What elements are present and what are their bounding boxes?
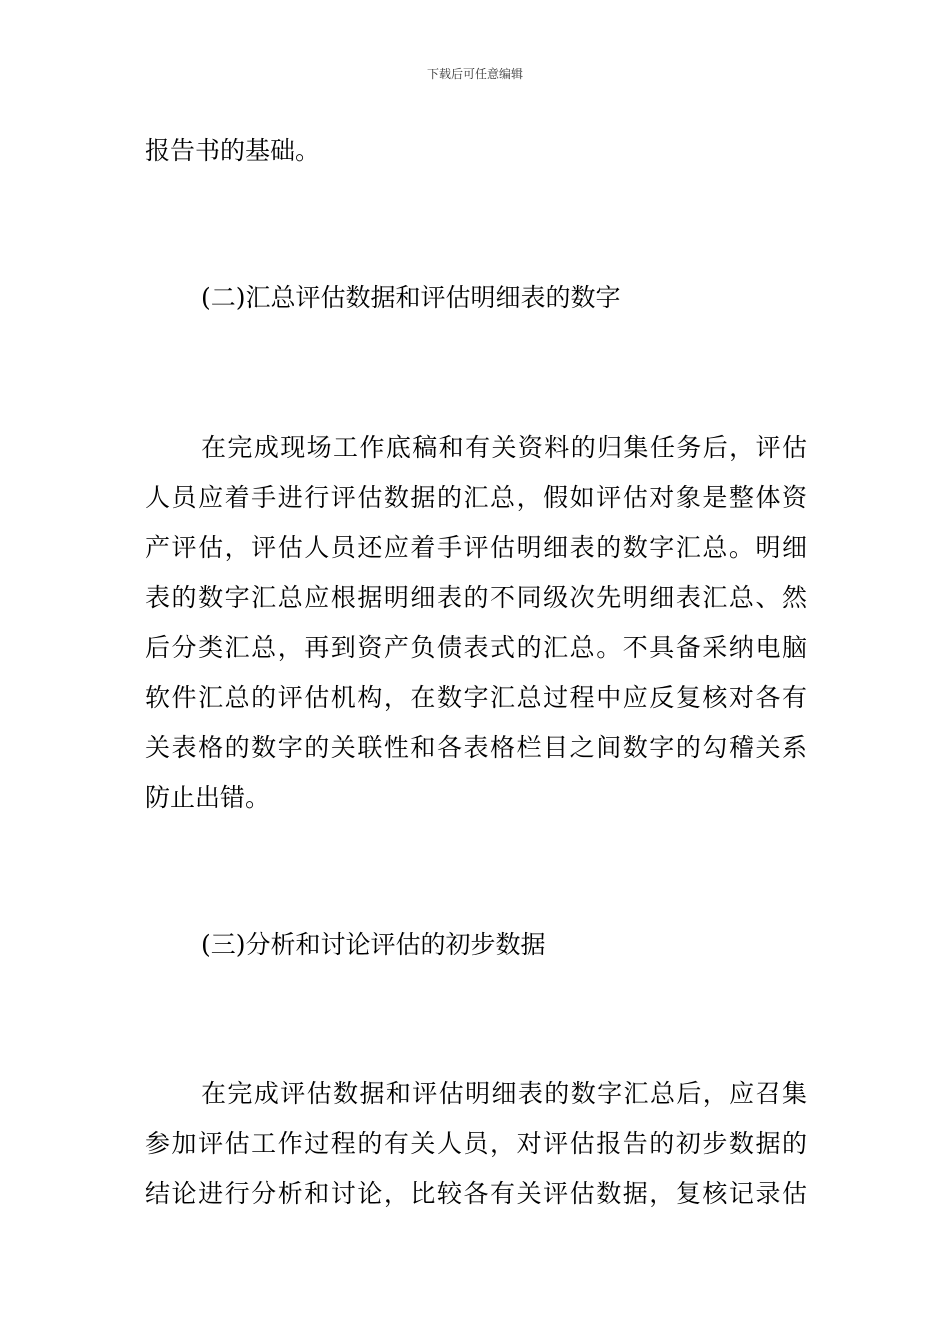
paragraph-line: 后分类汇总，再到资产负债表式的汇总。不具备采纳电脑 [145,633,807,662]
paragraph-line: 参加评估工作过程的有关人员，对评估报告的初步数据的 [145,1129,807,1158]
paragraph-line: 人员应着手进行评估数据的汇总，假如评估对象是整体资 [145,483,807,512]
page-header: 下载后可任意编辑 [426,67,523,81]
paragraph-line: 关表格的数字的关联性和各表格栏目之间数字的勾稽关系 [145,733,807,762]
paragraph-line: 软件汇总的评估机构，在数字汇总过程中应反复核对各有 [145,683,807,712]
paragraph-line: 在完成评估数据和评估明细表的数字汇总后，应召集 [201,1079,807,1108]
paragraph-line: 报告书的基础。 [145,136,321,165]
section-heading-2: (二)汇总评估数据和评估明细表的数字 [201,283,621,312]
paragraph-line: 产评估，评估人员还应着手评估明细表的数字汇总。明细 [145,533,807,562]
paragraph-3 [145,1069,807,1219]
paragraph-line: 表的数字汇总应根据明细表的不同级次先明细表汇总、然 [145,583,807,612]
section-heading-3: (三)分析和讨论评估的初步数据 [201,930,546,959]
paragraph-line: 防止出错。 [145,783,271,812]
paragraph-line: 结论进行分析和讨论，比较各有关评估数据，复核记录估 [145,1179,807,1208]
paragraph-1 [145,126,807,176]
paragraph-line: 在完成现场工作底稿和有关资料的归集任务后，评估 [201,433,807,462]
paragraph-2 [145,423,807,823]
